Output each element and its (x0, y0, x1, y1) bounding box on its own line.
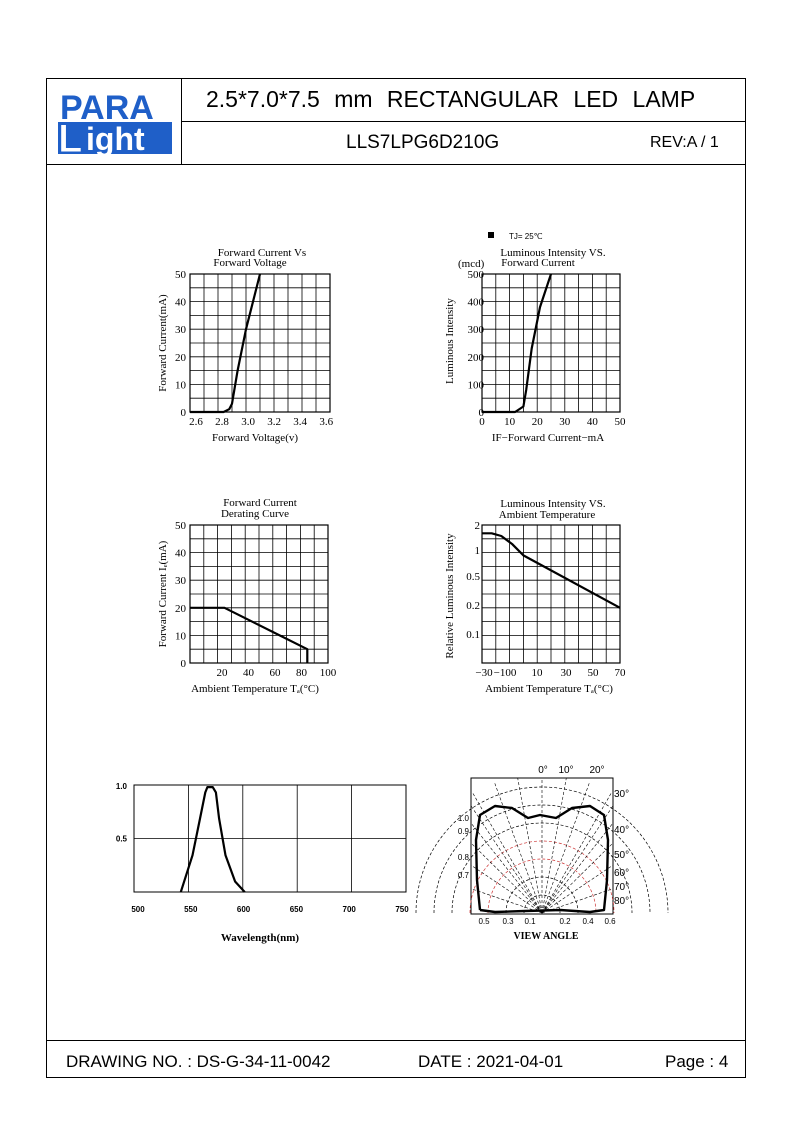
derate-y-tick: 30 (175, 575, 186, 588)
spec-y-tick: 0.5 (115, 834, 127, 844)
polar-angle-label: 40° (614, 825, 630, 836)
temp-x-tick: 50 (587, 667, 599, 679)
temp-x-tick: 70 (614, 667, 626, 679)
derate-x-tick: 60 (269, 667, 281, 679)
polar-x-tick: 0.2 (559, 917, 571, 926)
spec-y-tick: 1.0 (115, 782, 127, 791)
polar-x-tick: 0.1 (524, 917, 536, 926)
polar-x-tick: 0.5 (478, 917, 490, 926)
spec-x-tick: 500 (131, 905, 145, 914)
derate-y-tick: 20 (175, 602, 186, 615)
fv-y-tick: 10 (175, 379, 186, 392)
document-title: 2.5*7.0*7.5 mm RECTANGULAR LED LAMP (206, 86, 696, 112)
fv-y-tick: 40 (175, 296, 186, 309)
li-y-tick: 100 (467, 379, 484, 392)
polar-angle-label: 60° (614, 868, 630, 879)
logo-l: L (58, 117, 83, 161)
li-y-tick: 0 (478, 407, 484, 419)
derate-subtitle: Derating Curve (220, 508, 290, 520)
polar-spoke (472, 792, 542, 913)
temp-y-tick: 2 (474, 520, 480, 532)
polar-y-tick: 0.8 (457, 853, 469, 862)
derate-xlabel: Ambient Temperature Tₐ(°C) (191, 683, 319, 695)
date: DATE : 2021-04-01 (418, 1052, 564, 1071)
spec-x-tick: 650 (289, 905, 304, 914)
logo-para: PARA (60, 89, 154, 127)
temp-x-tick: 30 (560, 667, 572, 679)
derate-y-tick: 0 (180, 658, 186, 670)
polar-spoke (542, 806, 613, 913)
li-y-tick: 200 (467, 351, 484, 364)
fv-y-tick: 0 (180, 407, 186, 419)
polar-y-tick: 0.7 (457, 871, 469, 880)
li-xlabel: IF−Forward Current−mA (491, 432, 605, 444)
fv-x-tick: 2.8 (215, 416, 229, 428)
spec-x-tick: 750 (395, 905, 409, 914)
polar-spoke (471, 823, 542, 913)
li-x-tick: 10 (504, 416, 516, 428)
li-x-tick: 20 (531, 416, 543, 428)
temp-y-tick: 0.5 (466, 571, 480, 584)
temp-xlabel: Ambient Temperature Tₐ(°C) (485, 683, 613, 695)
polar-angle-label: 70° (614, 882, 630, 893)
part-number: LLS7LPG6D210G (346, 132, 500, 153)
polar-spoke (542, 778, 566, 913)
temp-x-tick: −100 (493, 667, 517, 679)
polar-angle-label: 80° (614, 896, 630, 907)
spec-curve (181, 787, 245, 892)
li-x-tick: 40 (586, 416, 598, 428)
polar-x-tick: 0.3 (502, 917, 514, 926)
polar-angle-label: 30° (614, 789, 630, 800)
fv-title: Forward Current Vs (217, 247, 307, 259)
drawing-number: DRAWING NO. : DS-G-34-11-0042 (66, 1052, 331, 1071)
polar-spoke (542, 823, 613, 913)
polar-spoke (542, 781, 590, 913)
li-subtitle: Forward Current (501, 257, 575, 269)
fv-ylabel: Forward Current(mA) (157, 294, 169, 392)
polar-angle-label: 20° (589, 765, 605, 776)
fv-x-tick: 3.4 (293, 416, 308, 428)
polar-spoke (542, 792, 612, 913)
li-x-tick: 30 (559, 416, 571, 428)
fv-y-tick: 30 (175, 324, 186, 337)
page-number: Page : 4 (665, 1052, 729, 1071)
derate-y-tick: 10 (175, 630, 186, 643)
logo-ight: ight (86, 121, 145, 157)
derate-x-tick: 40 (243, 667, 254, 679)
polar-angle-label: 50° (614, 850, 630, 861)
polar-spoke (494, 781, 542, 913)
spec-x-tick: 550 (184, 905, 198, 914)
revision: REV:A / 1 (650, 134, 719, 151)
polar-spoke (471, 806, 542, 913)
derate-x-tick: 80 (296, 667, 307, 679)
polar-angle-label: 10° (558, 765, 574, 776)
temp-x-tick: −30 (475, 667, 493, 679)
li-note: TJ= 25℃ (509, 232, 543, 241)
temp-x-tick: 10 (531, 667, 543, 679)
fv-y-tick: 50 (175, 269, 186, 281)
temp-ylabel: Relative Luminous Intensity (444, 533, 456, 659)
li-note-marker (488, 232, 494, 238)
temp-title: Luminous Intensity VS. (500, 498, 606, 510)
derate-x-tick: 20 (216, 667, 228, 679)
li-x-tick: 0 (479, 416, 485, 428)
spec-x-tick: 600 (236, 905, 251, 914)
spec-x-tick: 700 (342, 905, 356, 914)
fv-subtitle: Forward Voltage (213, 257, 287, 269)
temp-y-tick: 1 (474, 544, 480, 557)
li-y-tick: 500 (467, 269, 484, 281)
polar-y-tick: 0.9 (457, 827, 469, 836)
spec-xlabel: Wavelength(nm) (220, 932, 300, 944)
temp-subtitle: Ambient Temperature (498, 509, 596, 521)
fv-xlabel: Forward Voltage(v) (211, 432, 299, 444)
polar-angle-label: 0° (538, 765, 548, 776)
li-x-tick: 50 (614, 416, 626, 428)
fv-x-tick: 3.6 (319, 416, 334, 428)
polar-y-tick: 1.0 (457, 814, 469, 823)
li-unit: (mcd) (458, 258, 485, 270)
derate-y-tick: 50 (175, 520, 186, 532)
polar-x-tick: 0.4 (582, 917, 594, 926)
polar-x-tick: 0.6 (604, 917, 616, 926)
li-y-tick: 300 (467, 324, 484, 337)
li-ylabel: Luminous Intensity (444, 298, 456, 384)
temp-y-tick: 0.1 (466, 629, 480, 642)
fv-x-tick: 3.2 (267, 416, 281, 428)
derate-y-tick: 40 (175, 547, 186, 560)
fv-y-tick: 20 (175, 351, 186, 364)
derate-ylabel: Forward Current Iₑ(mA) (157, 540, 169, 648)
temp-y-tick: 0.2 (466, 600, 480, 613)
polar-spoke (518, 778, 542, 913)
fv-x-tick: 3.0 (241, 416, 255, 428)
polar-xlabel: VIEW ANGLE (513, 931, 579, 942)
derate-title: Forward Current (223, 497, 297, 509)
li-y-tick: 400 (467, 296, 484, 309)
derate-x-tick: 100 (319, 667, 337, 679)
fv-x-tick: 2.6 (189, 416, 203, 428)
li-title: Luminous Intensity VS. (500, 247, 606, 259)
